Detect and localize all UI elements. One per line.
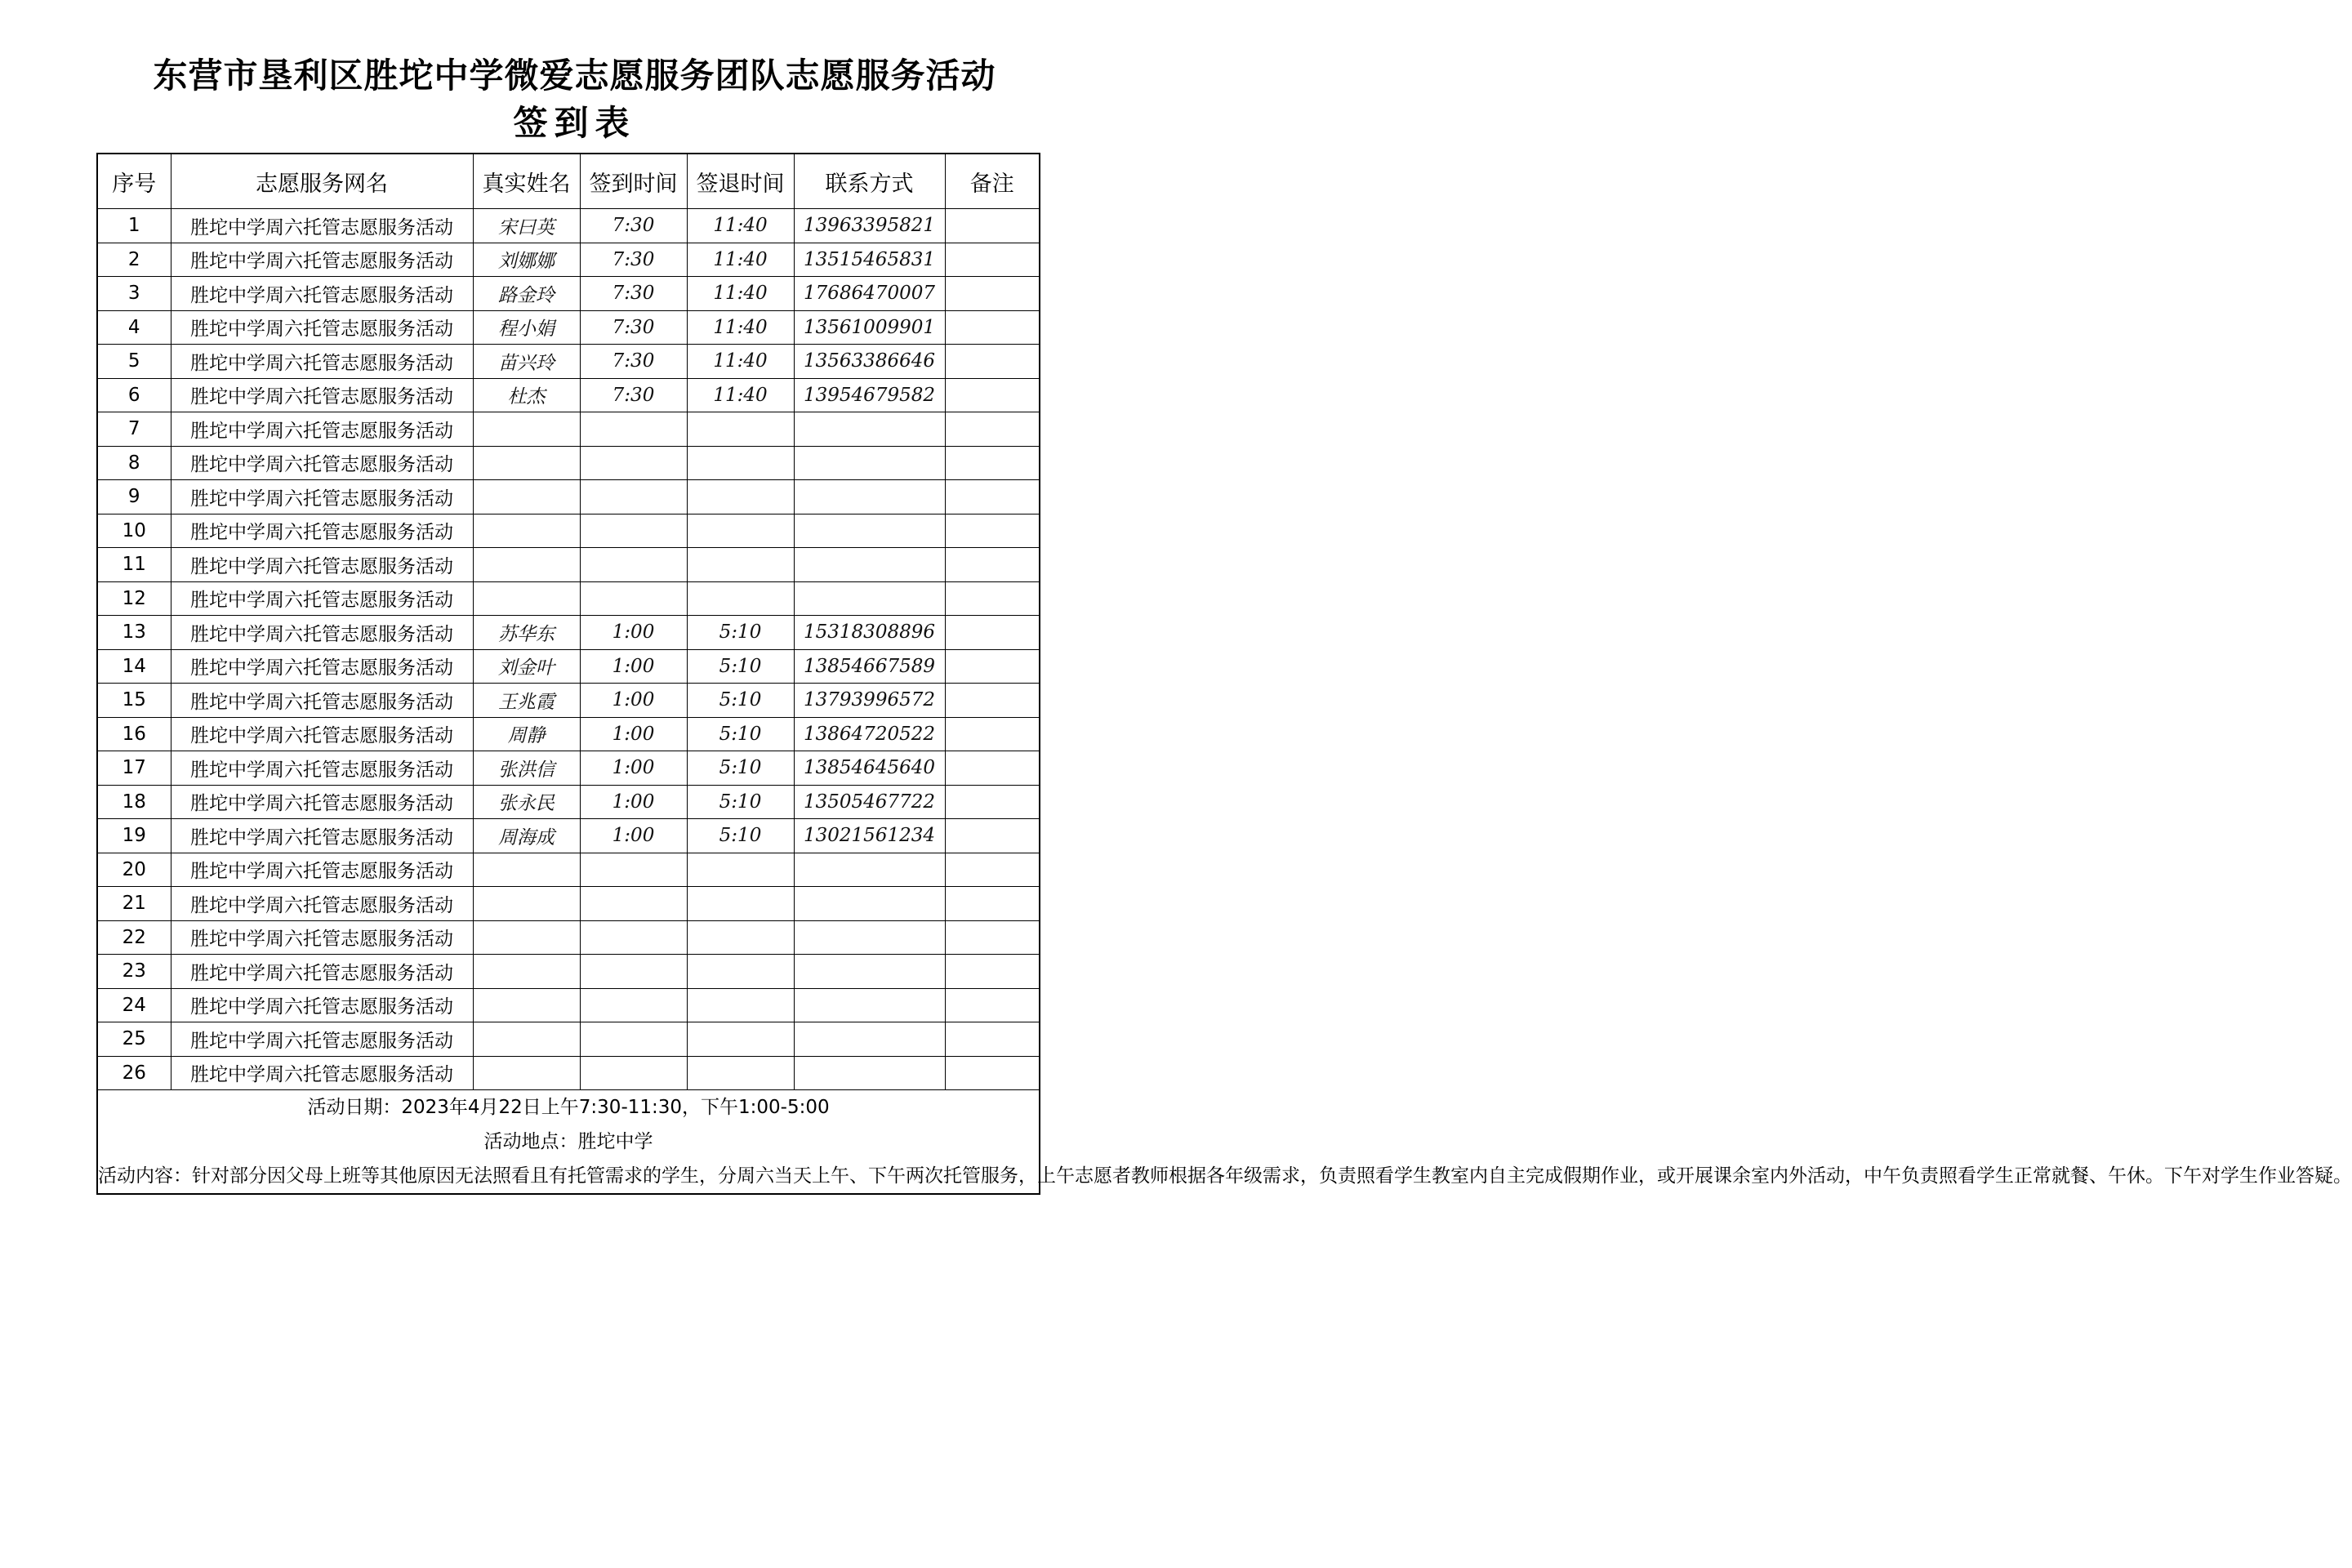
remark bbox=[945, 514, 1040, 548]
sign-in-time bbox=[580, 988, 687, 1022]
sign-in-time bbox=[580, 955, 687, 989]
remark bbox=[945, 887, 1040, 921]
row-number: 1 bbox=[97, 209, 171, 243]
sign-in-time: 7:30 bbox=[580, 378, 687, 412]
remark bbox=[945, 480, 1040, 514]
row-number: 19 bbox=[97, 819, 171, 853]
contact-info: 13505467722 bbox=[794, 785, 945, 819]
sign-out-time bbox=[687, 412, 794, 447]
sign-out-time: 11:40 bbox=[687, 310, 794, 345]
contact-info: 13793996572 bbox=[794, 684, 945, 718]
activity-name: 胜坨中学周六托管志愿服务活动 bbox=[171, 480, 473, 514]
table-row bbox=[97, 209, 1040, 243]
real-name: 刘金叶 bbox=[473, 649, 580, 684]
sign-out-time bbox=[687, 514, 794, 548]
sign-out-time bbox=[687, 446, 794, 480]
sign-in-time: 1:00 bbox=[580, 819, 687, 853]
table-row bbox=[97, 616, 1040, 650]
activity-date: 活动日期：2023年4月22日上午7:30-11:30，下午1:00-5:00 bbox=[307, 1097, 830, 1118]
table-row bbox=[97, 955, 1040, 989]
activity-name: 胜坨中学周六托管志愿服务活动 bbox=[171, 717, 473, 751]
table-row bbox=[97, 581, 1040, 616]
contact-info bbox=[794, 1022, 945, 1057]
row-number: 17 bbox=[97, 751, 171, 786]
remark bbox=[945, 345, 1040, 379]
activity-name: 胜坨中学周六托管志愿服务活动 bbox=[171, 955, 473, 989]
contact-info bbox=[794, 446, 945, 480]
activity-name: 胜坨中学周六托管志愿服务活动 bbox=[171, 920, 473, 955]
table-row bbox=[97, 480, 1040, 514]
sign-out-time: 11:40 bbox=[687, 243, 794, 277]
remark bbox=[945, 378, 1040, 412]
notes-row bbox=[97, 1090, 1040, 1195]
remark bbox=[945, 751, 1040, 786]
sign-out-time bbox=[687, 1022, 794, 1057]
remark bbox=[945, 277, 1040, 311]
sign-out-time bbox=[687, 955, 794, 989]
table-row bbox=[97, 887, 1040, 921]
sign-in-time: 7:30 bbox=[580, 209, 687, 243]
row-number: 16 bbox=[97, 717, 171, 751]
header-sign-in: 签到时间 bbox=[580, 154, 687, 209]
remark bbox=[945, 1022, 1040, 1057]
table-row bbox=[97, 751, 1040, 786]
remark bbox=[945, 243, 1040, 277]
real-name: 周海成 bbox=[473, 819, 580, 853]
row-number: 2 bbox=[97, 243, 171, 277]
table-row bbox=[97, 243, 1040, 277]
sign-out-time: 5:10 bbox=[687, 616, 794, 650]
sign-in-time: 1:00 bbox=[580, 616, 687, 650]
row-number: 13 bbox=[97, 616, 171, 650]
row-number: 12 bbox=[97, 581, 171, 616]
contact-info: 13864720522 bbox=[794, 717, 945, 751]
real-name: 王兆霞 bbox=[473, 684, 580, 718]
real-name: 宋曰英 bbox=[473, 209, 580, 243]
sign-in-time bbox=[580, 581, 687, 616]
remark bbox=[945, 988, 1040, 1022]
real-name bbox=[473, 853, 580, 887]
sign-in-time bbox=[580, 1056, 687, 1090]
sign-out-time bbox=[687, 887, 794, 921]
table-row bbox=[97, 345, 1040, 379]
activity-name: 胜坨中学周六托管志愿服务活动 bbox=[171, 548, 473, 582]
row-number: 22 bbox=[97, 920, 171, 955]
contact-info: 13561009901 bbox=[794, 310, 945, 345]
contact-info: 13963395821 bbox=[794, 209, 945, 243]
activity-name: 胜坨中学周六托管志愿服务活动 bbox=[171, 1056, 473, 1090]
sign-in-time: 7:30 bbox=[580, 277, 687, 311]
row-number: 15 bbox=[97, 684, 171, 718]
remark bbox=[945, 920, 1040, 955]
table-row bbox=[97, 1022, 1040, 1057]
real-name: 周静 bbox=[473, 717, 580, 751]
remark bbox=[945, 548, 1040, 582]
remark bbox=[945, 581, 1040, 616]
activity-name: 胜坨中学周六托管志愿服务活动 bbox=[171, 378, 473, 412]
real-name: 张永民 bbox=[473, 785, 580, 819]
table-row bbox=[97, 819, 1040, 853]
real-name bbox=[473, 548, 580, 582]
header-sign-out: 签退时间 bbox=[687, 154, 794, 209]
table-row bbox=[97, 310, 1040, 345]
sign-out-time bbox=[687, 988, 794, 1022]
sign-out-time: 5:10 bbox=[687, 649, 794, 684]
row-number: 26 bbox=[97, 1056, 171, 1090]
table-row bbox=[97, 785, 1040, 819]
sign-out-time: 11:40 bbox=[687, 277, 794, 311]
row-number: 14 bbox=[97, 649, 171, 684]
real-name bbox=[473, 446, 580, 480]
activity-name: 胜坨中学周六托管志愿服务活动 bbox=[171, 345, 473, 379]
row-number: 9 bbox=[97, 480, 171, 514]
contact-info bbox=[794, 988, 945, 1022]
header-activity: 志愿服务网名 bbox=[171, 154, 473, 209]
contact-info bbox=[794, 887, 945, 921]
sign-in-time bbox=[580, 514, 687, 548]
real-name bbox=[473, 480, 580, 514]
sign-in-time bbox=[580, 1022, 687, 1057]
row-number: 21 bbox=[97, 887, 171, 921]
table-row bbox=[97, 853, 1040, 887]
sign-in-time: 1:00 bbox=[580, 649, 687, 684]
contact-info: 17686470007 bbox=[794, 277, 945, 311]
row-number: 4 bbox=[97, 310, 171, 345]
activity-name: 胜坨中学周六托管志愿服务活动 bbox=[171, 310, 473, 345]
contact-info: 13954679582 bbox=[794, 378, 945, 412]
contact-info bbox=[794, 853, 945, 887]
activity-name: 胜坨中学周六托管志愿服务活动 bbox=[171, 514, 473, 548]
remark bbox=[945, 649, 1040, 684]
table-row bbox=[97, 412, 1040, 447]
real-name bbox=[473, 514, 580, 548]
real-name bbox=[473, 920, 580, 955]
real-name: 程小娟 bbox=[473, 310, 580, 345]
contact-info bbox=[794, 412, 945, 447]
contact-info: 13563386646 bbox=[794, 345, 945, 379]
remark bbox=[945, 310, 1040, 345]
real-name bbox=[473, 581, 580, 616]
table-row bbox=[97, 378, 1040, 412]
activity-name: 胜坨中学周六托管志愿服务活动 bbox=[171, 853, 473, 887]
activity-name: 胜坨中学周六托管志愿服务活动 bbox=[171, 277, 473, 311]
remark bbox=[945, 717, 1040, 751]
row-number: 6 bbox=[97, 378, 171, 412]
remark bbox=[945, 412, 1040, 447]
sign-in-time: 1:00 bbox=[580, 785, 687, 819]
activity-name: 胜坨中学周六托管志愿服务活动 bbox=[171, 1022, 473, 1057]
remark bbox=[945, 1056, 1040, 1090]
activity-name: 胜坨中学周六托管志愿服务活动 bbox=[171, 988, 473, 1022]
sign-out-time bbox=[687, 581, 794, 616]
sheet-subtitle: 签到表 bbox=[513, 103, 636, 143]
header-contact: 联系方式 bbox=[794, 154, 945, 209]
sign-in-time bbox=[580, 887, 687, 921]
real-name bbox=[473, 1022, 580, 1057]
activity-name: 胜坨中学周六托管志愿服务活动 bbox=[171, 785, 473, 819]
remark bbox=[945, 446, 1040, 480]
row-number: 7 bbox=[97, 412, 171, 447]
table-row bbox=[97, 988, 1040, 1022]
contact-info: 13515465831 bbox=[794, 243, 945, 277]
table-row bbox=[97, 548, 1040, 582]
contact-info: 13854667589 bbox=[794, 649, 945, 684]
sign-out-time: 11:40 bbox=[687, 209, 794, 243]
sign-out-time: 5:10 bbox=[687, 819, 794, 853]
activity-name: 胜坨中学周六托管志愿服务活动 bbox=[171, 446, 473, 480]
sign-in-time bbox=[580, 412, 687, 447]
sign-out-time: 5:10 bbox=[687, 684, 794, 718]
row-number: 5 bbox=[97, 345, 171, 379]
table-row bbox=[97, 920, 1040, 955]
remark bbox=[945, 853, 1040, 887]
activity-content: 活动内容：针对部分因父母上班等其他原因无法照看且有托管需求的学生，分周六当天上午、下午两次托管服务，上午志愿者教师根据各年级需求，负责照看学生教室内自主完成假期作业，或开展课余室内外活动，中午负责照看学生正常就餐、午休。下午对学生作业答疑。 bbox=[98, 1165, 2352, 1187]
sign-out-time bbox=[687, 480, 794, 514]
real-name: 张洪信 bbox=[473, 751, 580, 786]
contact-info bbox=[794, 581, 945, 616]
header-row bbox=[97, 154, 1040, 209]
sign-in-time bbox=[580, 480, 687, 514]
header-remark: 备注 bbox=[945, 154, 1040, 209]
real-name: 刘娜娜 bbox=[473, 243, 580, 277]
contact-info bbox=[794, 480, 945, 514]
sign-in-time: 1:00 bbox=[580, 751, 687, 786]
row-number: 10 bbox=[97, 514, 171, 548]
sign-out-time: 5:10 bbox=[687, 751, 794, 786]
sign-in-time: 7:30 bbox=[580, 345, 687, 379]
sign-out-time: 5:10 bbox=[687, 717, 794, 751]
table-body bbox=[97, 209, 1040, 1090]
sign-out-time bbox=[687, 1056, 794, 1090]
sign-out-time bbox=[687, 548, 794, 582]
table-row bbox=[97, 717, 1040, 751]
sign-in-time bbox=[580, 853, 687, 887]
remark bbox=[945, 955, 1040, 989]
real-name bbox=[473, 887, 580, 921]
sign-in-time: 7:30 bbox=[580, 310, 687, 345]
activity-name: 胜坨中学周六托管志愿服务活动 bbox=[171, 684, 473, 718]
contact-info bbox=[794, 920, 945, 955]
sign-out-time bbox=[687, 920, 794, 955]
sign-out-time bbox=[687, 853, 794, 887]
remark bbox=[945, 616, 1040, 650]
real-name: 苏华东 bbox=[473, 616, 580, 650]
sign-out-time: 5:10 bbox=[687, 785, 794, 819]
activity-name: 胜坨中学周六托管志愿服务活动 bbox=[171, 243, 473, 277]
sign-in-table bbox=[96, 153, 2352, 1195]
real-name: 路金玲 bbox=[473, 277, 580, 311]
header-name: 真实姓名 bbox=[473, 154, 580, 209]
contact-info: 13854645640 bbox=[794, 751, 945, 786]
table-row bbox=[97, 446, 1040, 480]
activity-name: 胜坨中学周六托管志愿服务活动 bbox=[171, 751, 473, 786]
row-number: 25 bbox=[97, 1022, 171, 1057]
sheet-title: 东营市垦利区胜坨中学微爱志愿服务团队志愿服务活动 bbox=[153, 56, 996, 96]
activity-name: 胜坨中学周六托管志愿服务活动 bbox=[171, 412, 473, 447]
real-name bbox=[473, 1056, 580, 1090]
row-number: 24 bbox=[97, 988, 171, 1022]
real-name: 苗兴玲 bbox=[473, 345, 580, 379]
sign-in-time bbox=[580, 446, 687, 480]
table-row bbox=[97, 514, 1040, 548]
row-number: 23 bbox=[97, 955, 171, 989]
real-name bbox=[473, 955, 580, 989]
contact-info bbox=[794, 955, 945, 989]
contact-info bbox=[794, 548, 945, 582]
table-row bbox=[97, 1056, 1040, 1090]
real-name: 杜杰 bbox=[473, 378, 580, 412]
table-row bbox=[97, 649, 1040, 684]
table-row bbox=[97, 277, 1040, 311]
remark bbox=[945, 209, 1040, 243]
sign-in-time bbox=[580, 920, 687, 955]
sign-in-time: 1:00 bbox=[580, 684, 687, 718]
activity-notes bbox=[97, 1090, 2352, 1195]
remark bbox=[945, 785, 1040, 819]
sign-out-time: 11:40 bbox=[687, 345, 794, 379]
real-name bbox=[473, 988, 580, 1022]
sign-in-time: 1:00 bbox=[580, 717, 687, 751]
row-number: 11 bbox=[97, 548, 171, 582]
activity-name: 胜坨中学周六托管志愿服务活动 bbox=[171, 616, 473, 650]
remark bbox=[945, 819, 1040, 853]
row-number: 18 bbox=[97, 785, 171, 819]
row-number: 20 bbox=[97, 853, 171, 887]
contact-info: 15318308896 bbox=[794, 616, 945, 650]
row-number: 3 bbox=[97, 277, 171, 311]
activity-name: 胜坨中学周六托管志愿服务活动 bbox=[171, 887, 473, 921]
contact-info bbox=[794, 514, 945, 548]
activity-location: 活动地点：胜坨中学 bbox=[483, 1131, 653, 1152]
sign-in-time bbox=[580, 548, 687, 582]
header-no: 序号 bbox=[97, 154, 171, 209]
remark bbox=[945, 684, 1040, 718]
table-row bbox=[97, 684, 1040, 718]
activity-name: 胜坨中学周六托管志愿服务活动 bbox=[171, 819, 473, 853]
activity-name: 胜坨中学周六托管志愿服务活动 bbox=[171, 649, 473, 684]
contact-info bbox=[794, 1056, 945, 1090]
activity-name: 胜坨中学周六托管志愿服务活动 bbox=[171, 581, 473, 616]
sign-in-time: 7:30 bbox=[580, 243, 687, 277]
contact-info: 13021561234 bbox=[794, 819, 945, 853]
sign-out-time: 11:40 bbox=[687, 378, 794, 412]
row-number: 8 bbox=[97, 446, 171, 480]
activity-name: 胜坨中学周六托管志愿服务活动 bbox=[171, 209, 473, 243]
real-name bbox=[473, 412, 580, 447]
